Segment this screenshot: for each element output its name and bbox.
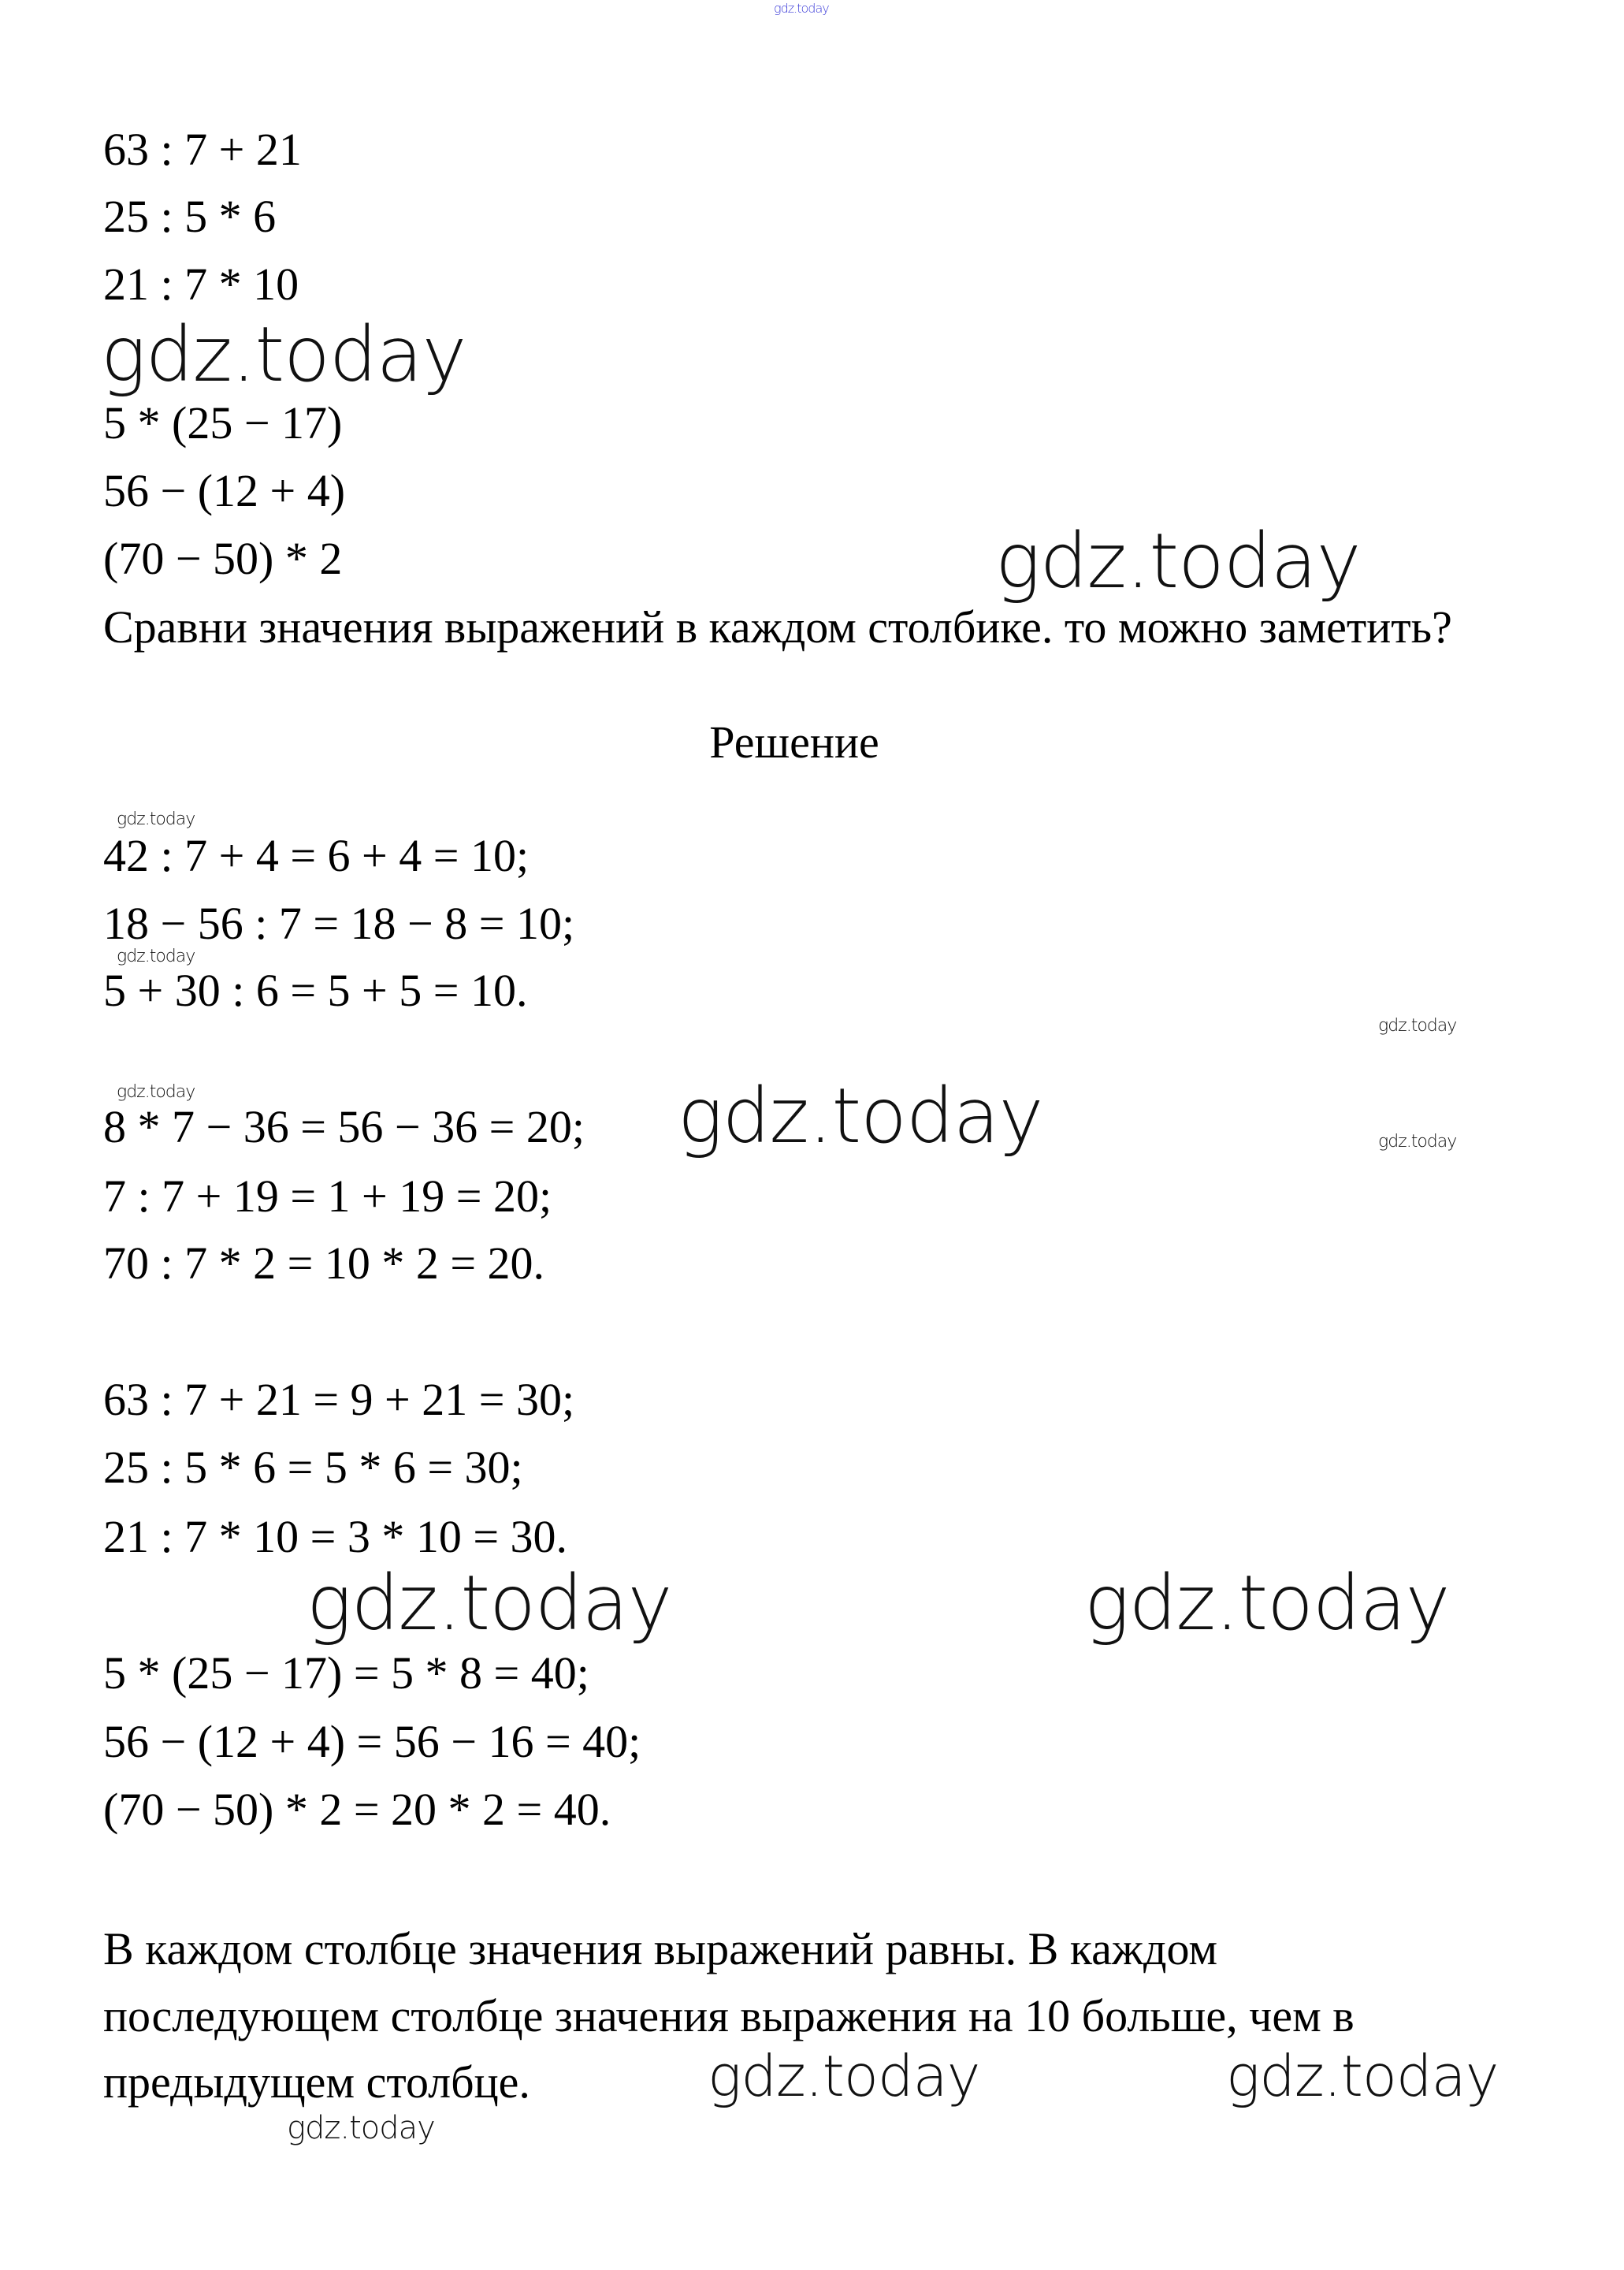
task-line: 5 * (25 − 17) <box>103 397 343 448</box>
solution-line: 56 − (12 + 4) = 56 − 16 = 40; <box>103 1716 641 1767</box>
watermark: gdz.today <box>708 2043 980 2109</box>
conclusion-line: предыдущем столбце. <box>103 2056 530 2108</box>
task-line: 21 : 7 * 10 <box>103 259 299 310</box>
watermark: gdz.today <box>117 809 195 829</box>
conclusion-line: последующем столбце значения выражения на 10 больше, чем в <box>103 1990 1355 2041</box>
task-line: (70 − 50) * 2 <box>103 533 343 584</box>
watermark: gdz.today <box>1378 1132 1457 1152</box>
conclusion-line: В каждом столбце значения выражений равны. В каждом <box>103 1923 1218 1974</box>
solution-line: 5 * (25 − 17) = 5 * 8 = 40; <box>103 1647 589 1699</box>
watermark: gdz.today <box>678 1072 1043 1160</box>
task-line: 63 : 7 + 21 <box>103 124 302 175</box>
watermark: gdz.today <box>307 1559 672 1647</box>
watermark: gdz.today <box>995 517 1361 605</box>
solution-heading: Решение <box>709 716 879 768</box>
solution-line: 8 * 7 − 36 = 56 − 36 = 20; <box>103 1101 585 1152</box>
watermark: gdz.today <box>1084 1559 1450 1647</box>
watermark: gdz.today <box>1226 2043 1499 2109</box>
watermark: gdz.today <box>117 947 195 966</box>
task-line: 25 : 5 * 6 <box>103 191 277 242</box>
solution-line: 18 − 56 : 7 = 18 − 8 = 10; <box>103 898 575 949</box>
solution-line: 21 : 7 * 10 = 3 * 10 = 30. <box>103 1511 568 1562</box>
watermark: gdz.today <box>117 1082 195 1102</box>
solution-line: 42 : 7 + 4 = 6 + 4 = 10; <box>103 830 530 881</box>
solution-line: 7 : 7 + 19 = 1 + 19 = 20; <box>103 1170 552 1222</box>
watermark: gdz.today <box>101 311 466 399</box>
watermark: gdz.today <box>287 2110 435 2146</box>
solution-line: (70 − 50) * 2 = 20 * 2 = 40. <box>103 1784 611 1835</box>
task-question: Сравни значения выражений в каждом столбике. то можно заметить? <box>103 601 1452 653</box>
watermark: gdz.today <box>1378 1016 1457 1036</box>
task-line: 56 − (12 + 4) <box>103 465 346 516</box>
solution-line: 63 : 7 + 21 = 9 + 21 = 30; <box>103 1374 575 1425</box>
solution-line: 25 : 5 * 6 = 5 * 6 = 30; <box>103 1442 523 1493</box>
solution-line: 70 : 7 * 2 = 10 * 2 = 20. <box>103 1237 545 1289</box>
solution-line: 5 + 30 : 6 = 5 + 5 = 10. <box>103 965 528 1016</box>
watermark: gdz.today <box>774 1 829 16</box>
